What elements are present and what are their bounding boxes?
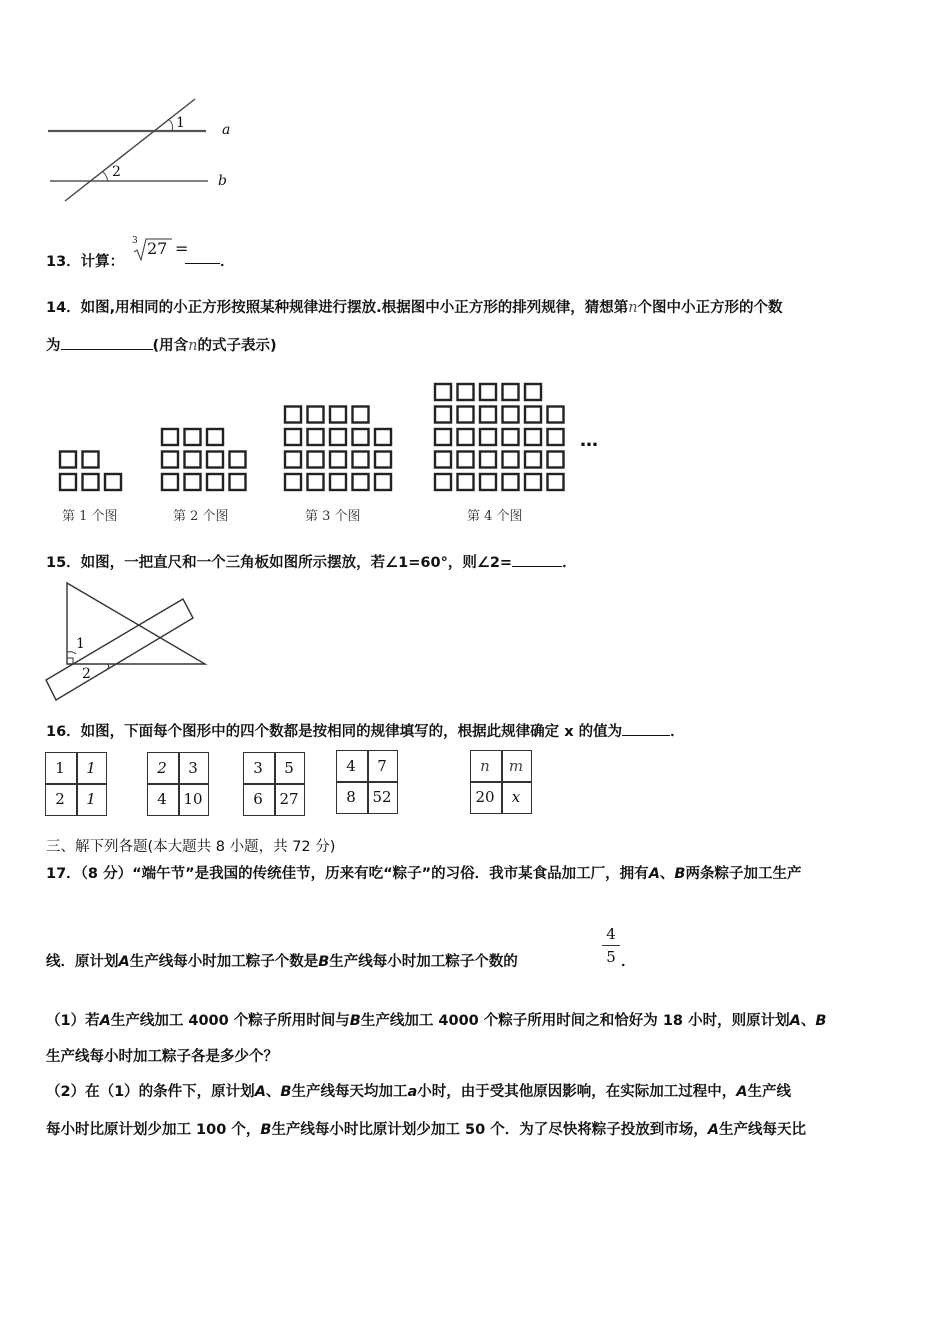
grid-5-cell: x (511, 788, 521, 806)
small-square-fig-4 (525, 429, 541, 445)
var-B: B (815, 1013, 827, 1029)
q16-end: ． (670, 724, 685, 740)
q14-text-a: 14．如图,用相同的小正方形按照某种规律进行摆放.根据图中小正方形的排列规律，猜想第 (46, 300, 629, 316)
small-square-fig-3 (308, 452, 324, 468)
fraction-numerator: 4 (606, 925, 616, 943)
line-a-label: a (222, 122, 231, 138)
small-square-fig-4 (435, 384, 451, 400)
number-grid-5 (470, 750, 532, 814)
var-n: n (628, 300, 638, 316)
small-square-fig-1 (83, 452, 99, 468)
small-square-fig-4 (503, 384, 519, 400)
question-17-part2-line1 (46, 1080, 791, 1101)
grid-2-cell: 2 (157, 759, 167, 777)
var-B: B (674, 866, 686, 882)
q17-sep: 、 (659, 866, 675, 882)
small-square-fig-4 (435, 407, 451, 423)
small-square-fig-3 (375, 452, 391, 468)
small-square-fig-3 (330, 452, 346, 468)
small-square-fig-3 (308, 474, 324, 490)
small-square-fig-4 (548, 429, 564, 445)
question-17-part1-line2 (46, 1045, 278, 1066)
grid-2-cell: 4 (157, 790, 167, 808)
small-square-fig-4 (503, 452, 519, 468)
q17-p1-c: 生产线加工 4000 个粽子所用时间之和恰好为 18 小时，则原计划 (360, 1013, 790, 1029)
small-square-fig-4 (458, 407, 474, 423)
small-square-fig-2 (162, 452, 178, 468)
q15-text: 15．如图，一把直尺和一个三角板如图所示摆放，若∠1=60°，则∠2= (46, 555, 513, 571)
q17-p2-a: （2）在（1）的条件下，原计划 (46, 1084, 255, 1100)
grid-4-cell: 52 (372, 788, 392, 806)
small-square-fig-3 (330, 429, 346, 445)
angle-1-label: 1 (176, 115, 185, 131)
small-square-fig-1 (83, 474, 99, 490)
grid-5-cell: m (508, 757, 524, 775)
small-square-fig-3 (375, 474, 391, 490)
grid-4-cell: 7 (377, 757, 387, 775)
small-square-fig-3 (375, 429, 391, 445)
question-16 (46, 720, 685, 741)
small-square-fig-2 (162, 474, 178, 490)
small-square-fig-3 (308, 407, 324, 423)
small-square-fig-2 (207, 452, 223, 468)
small-square-fig-3 (330, 474, 346, 490)
question-17-part1-line1 (46, 1009, 826, 1030)
var-A: A (707, 1122, 719, 1138)
var-A: A (789, 1013, 801, 1029)
small-square-fig-2 (185, 452, 201, 468)
small-square-fig-4 (435, 429, 451, 445)
line-b-label: b (218, 173, 227, 189)
caption-figure-1: 第 1 个图 (62, 509, 118, 524)
fraction-4-5 (602, 924, 620, 970)
small-square-fig-3 (308, 429, 324, 445)
grid-1-cell: 2 (55, 790, 65, 808)
ruler-triangle-figure (40, 578, 215, 708)
var-A: A (736, 1084, 748, 1100)
small-square-fig-3 (285, 474, 301, 490)
small-square-fig-4 (525, 384, 541, 400)
q17-sep: 、 (265, 1084, 281, 1100)
radical-index: 3 (132, 236, 138, 246)
small-square-fig-1 (60, 452, 76, 468)
number-grid-1 (45, 752, 107, 816)
small-square-fig-2 (207, 474, 223, 490)
var-B: B (349, 1013, 361, 1029)
caption-figure-4: 第 4 个图 (467, 509, 523, 524)
grid-2-cell: 10 (183, 790, 203, 808)
q17-p2-e: 每小时比原计划少加工 100 个， (46, 1122, 261, 1138)
q13-end: ． (220, 254, 235, 270)
small-square-fig-2 (162, 429, 178, 445)
small-square-fig-2 (185, 429, 201, 445)
number-grid-4 (336, 750, 398, 814)
question-17-line2 (46, 950, 518, 971)
square-pattern-figure (0, 0, 950, 520)
small-square-fig-4 (480, 429, 496, 445)
number-grid-3 (243, 752, 305, 816)
q13-text: 13．计算： (46, 254, 125, 270)
q15-angle-1-label: 1 (76, 636, 85, 652)
grid-5-cell: n (480, 757, 490, 775)
question-17-line1 (46, 862, 801, 883)
grid-3-cell: 27 (279, 790, 299, 808)
q17-p2-c: 小时，由于受其他原因影响，在实际加工过程中， (417, 1084, 737, 1100)
q17-text-c: 线．原计划 (46, 954, 119, 970)
small-square-fig-1 (60, 474, 76, 490)
q16-text: 16．如图，下面每个图形中的四个数都是按相同的规律填写的，根据此规律确定 x 的值为 (46, 724, 623, 740)
grid-3-cell: 5 (284, 759, 294, 777)
q17-p1-b: 生产线加工 4000 个粽子所用时间与 (110, 1013, 350, 1029)
small-square-fig-4 (548, 452, 564, 468)
number-grid-2 (147, 752, 209, 816)
equals-sign: = (175, 239, 189, 258)
fraction-denominator: 5 (606, 948, 616, 966)
section-3-title: 三、解下列各题(本大题共 8 小题，共 72 分) (46, 839, 336, 855)
small-square-fig-4 (503, 429, 519, 445)
small-square-fig-4 (435, 474, 451, 490)
q17-sep: 、 (800, 1013, 816, 1029)
small-square-fig-3 (285, 407, 301, 423)
q17-text-a: 17．（8 分）“端午节”是我国的传统佳节，历来有吃“粽子”的习俗．我市某食品加工厂，拥有 (46, 866, 649, 882)
small-square-fig-4 (525, 474, 541, 490)
small-square-fig-4 (525, 407, 541, 423)
var-n-2: n (188, 338, 198, 354)
q14-text-d: (用含 (152, 338, 189, 354)
small-square-fig-1 (105, 474, 121, 490)
small-square-fig-4 (480, 384, 496, 400)
small-square-fig-3 (285, 429, 301, 445)
var-A: A (254, 1084, 266, 1100)
grid-4-cell: 4 (346, 757, 356, 775)
small-square-fig-4 (525, 452, 541, 468)
q17-text-b: 两条粽子加工生产 (685, 866, 802, 882)
var-B: B (318, 954, 330, 970)
q17-p2-d: 生产线 (747, 1084, 792, 1100)
small-square-fig-4 (458, 384, 474, 400)
small-square-fig-4 (480, 407, 496, 423)
angle-2-label: 2 (112, 164, 121, 180)
small-square-fig-4 (458, 474, 474, 490)
small-square-fig-4 (503, 407, 519, 423)
small-square-fig-3 (353, 474, 369, 490)
q17-p2-f: 生产线每小时比原计划少加工 50 个．为了尽快将粽子投放到市场， (271, 1122, 708, 1138)
q17-p2-g: 生产线每天比 (718, 1122, 806, 1138)
q17-line2-end: ． (621, 954, 636, 970)
caption-figure-2: 第 2 个图 (173, 509, 229, 524)
q14-text-b: 个图中小正方形的个数 (637, 300, 783, 316)
small-square-fig-3 (330, 407, 346, 423)
grid-1-cell: 1 (55, 759, 65, 777)
q14-text-c: 为 (46, 338, 61, 354)
radicand: 27 (147, 239, 168, 258)
small-square-fig-2 (230, 474, 246, 490)
var-A: A (118, 954, 130, 970)
small-square-fig-3 (353, 429, 369, 445)
small-square-fig-3 (285, 452, 301, 468)
small-square-fig-4 (435, 452, 451, 468)
q16-answer-blank[interactable] (622, 721, 670, 736)
grid-3-cell: 3 (253, 759, 263, 777)
ellipsis: … (580, 430, 598, 451)
q17-text-e: 生产线每小时加工粽子个数的 (329, 954, 518, 970)
grid-4-cell: 8 (346, 788, 356, 806)
q17-text-d: 生产线每小时加工粽子个数是 (129, 954, 319, 970)
q17-p1-d: 生产线每小时加工粽子各是多少个？ (46, 1049, 278, 1065)
grid-2-cell: 3 (188, 759, 198, 777)
grid-1-cell: 1 (86, 759, 96, 777)
small-square-fig-4 (503, 474, 519, 490)
small-square-fig-2 (185, 474, 201, 490)
var-a: a (407, 1084, 418, 1100)
small-square-fig-4 (480, 474, 496, 490)
var-A: A (648, 866, 660, 882)
small-square-fig-2 (230, 452, 246, 468)
question-15 (46, 551, 577, 572)
small-square-fig-4 (458, 452, 474, 468)
q15-answer-blank[interactable] (512, 552, 562, 567)
grid-3-cell: 6 (253, 790, 263, 808)
small-square-fig-3 (353, 452, 369, 468)
small-square-fig-4 (480, 452, 496, 468)
grid-1-cell: 1 (86, 790, 96, 808)
var-A: A (99, 1013, 111, 1029)
q17-p1-a: （1）若 (46, 1013, 100, 1029)
small-square-fig-4 (548, 407, 564, 423)
q15-angle-2-label: 2 (82, 666, 91, 682)
small-square-fig-2 (207, 429, 223, 445)
var-B: B (260, 1122, 272, 1138)
q17-p2-b: 生产线每天均加工 (291, 1084, 408, 1100)
grid-5-cell: 20 (475, 788, 495, 806)
var-B: B (280, 1084, 292, 1100)
small-square-fig-4 (458, 429, 474, 445)
caption-figure-3: 第 3 个图 (305, 509, 361, 524)
question-17-part2-line2 (46, 1118, 806, 1139)
q15-end: ． (562, 555, 577, 571)
small-square-fig-4 (548, 474, 564, 490)
small-square-fig-3 (353, 407, 369, 423)
q14-text-e: 的式子表示) (197, 338, 277, 354)
